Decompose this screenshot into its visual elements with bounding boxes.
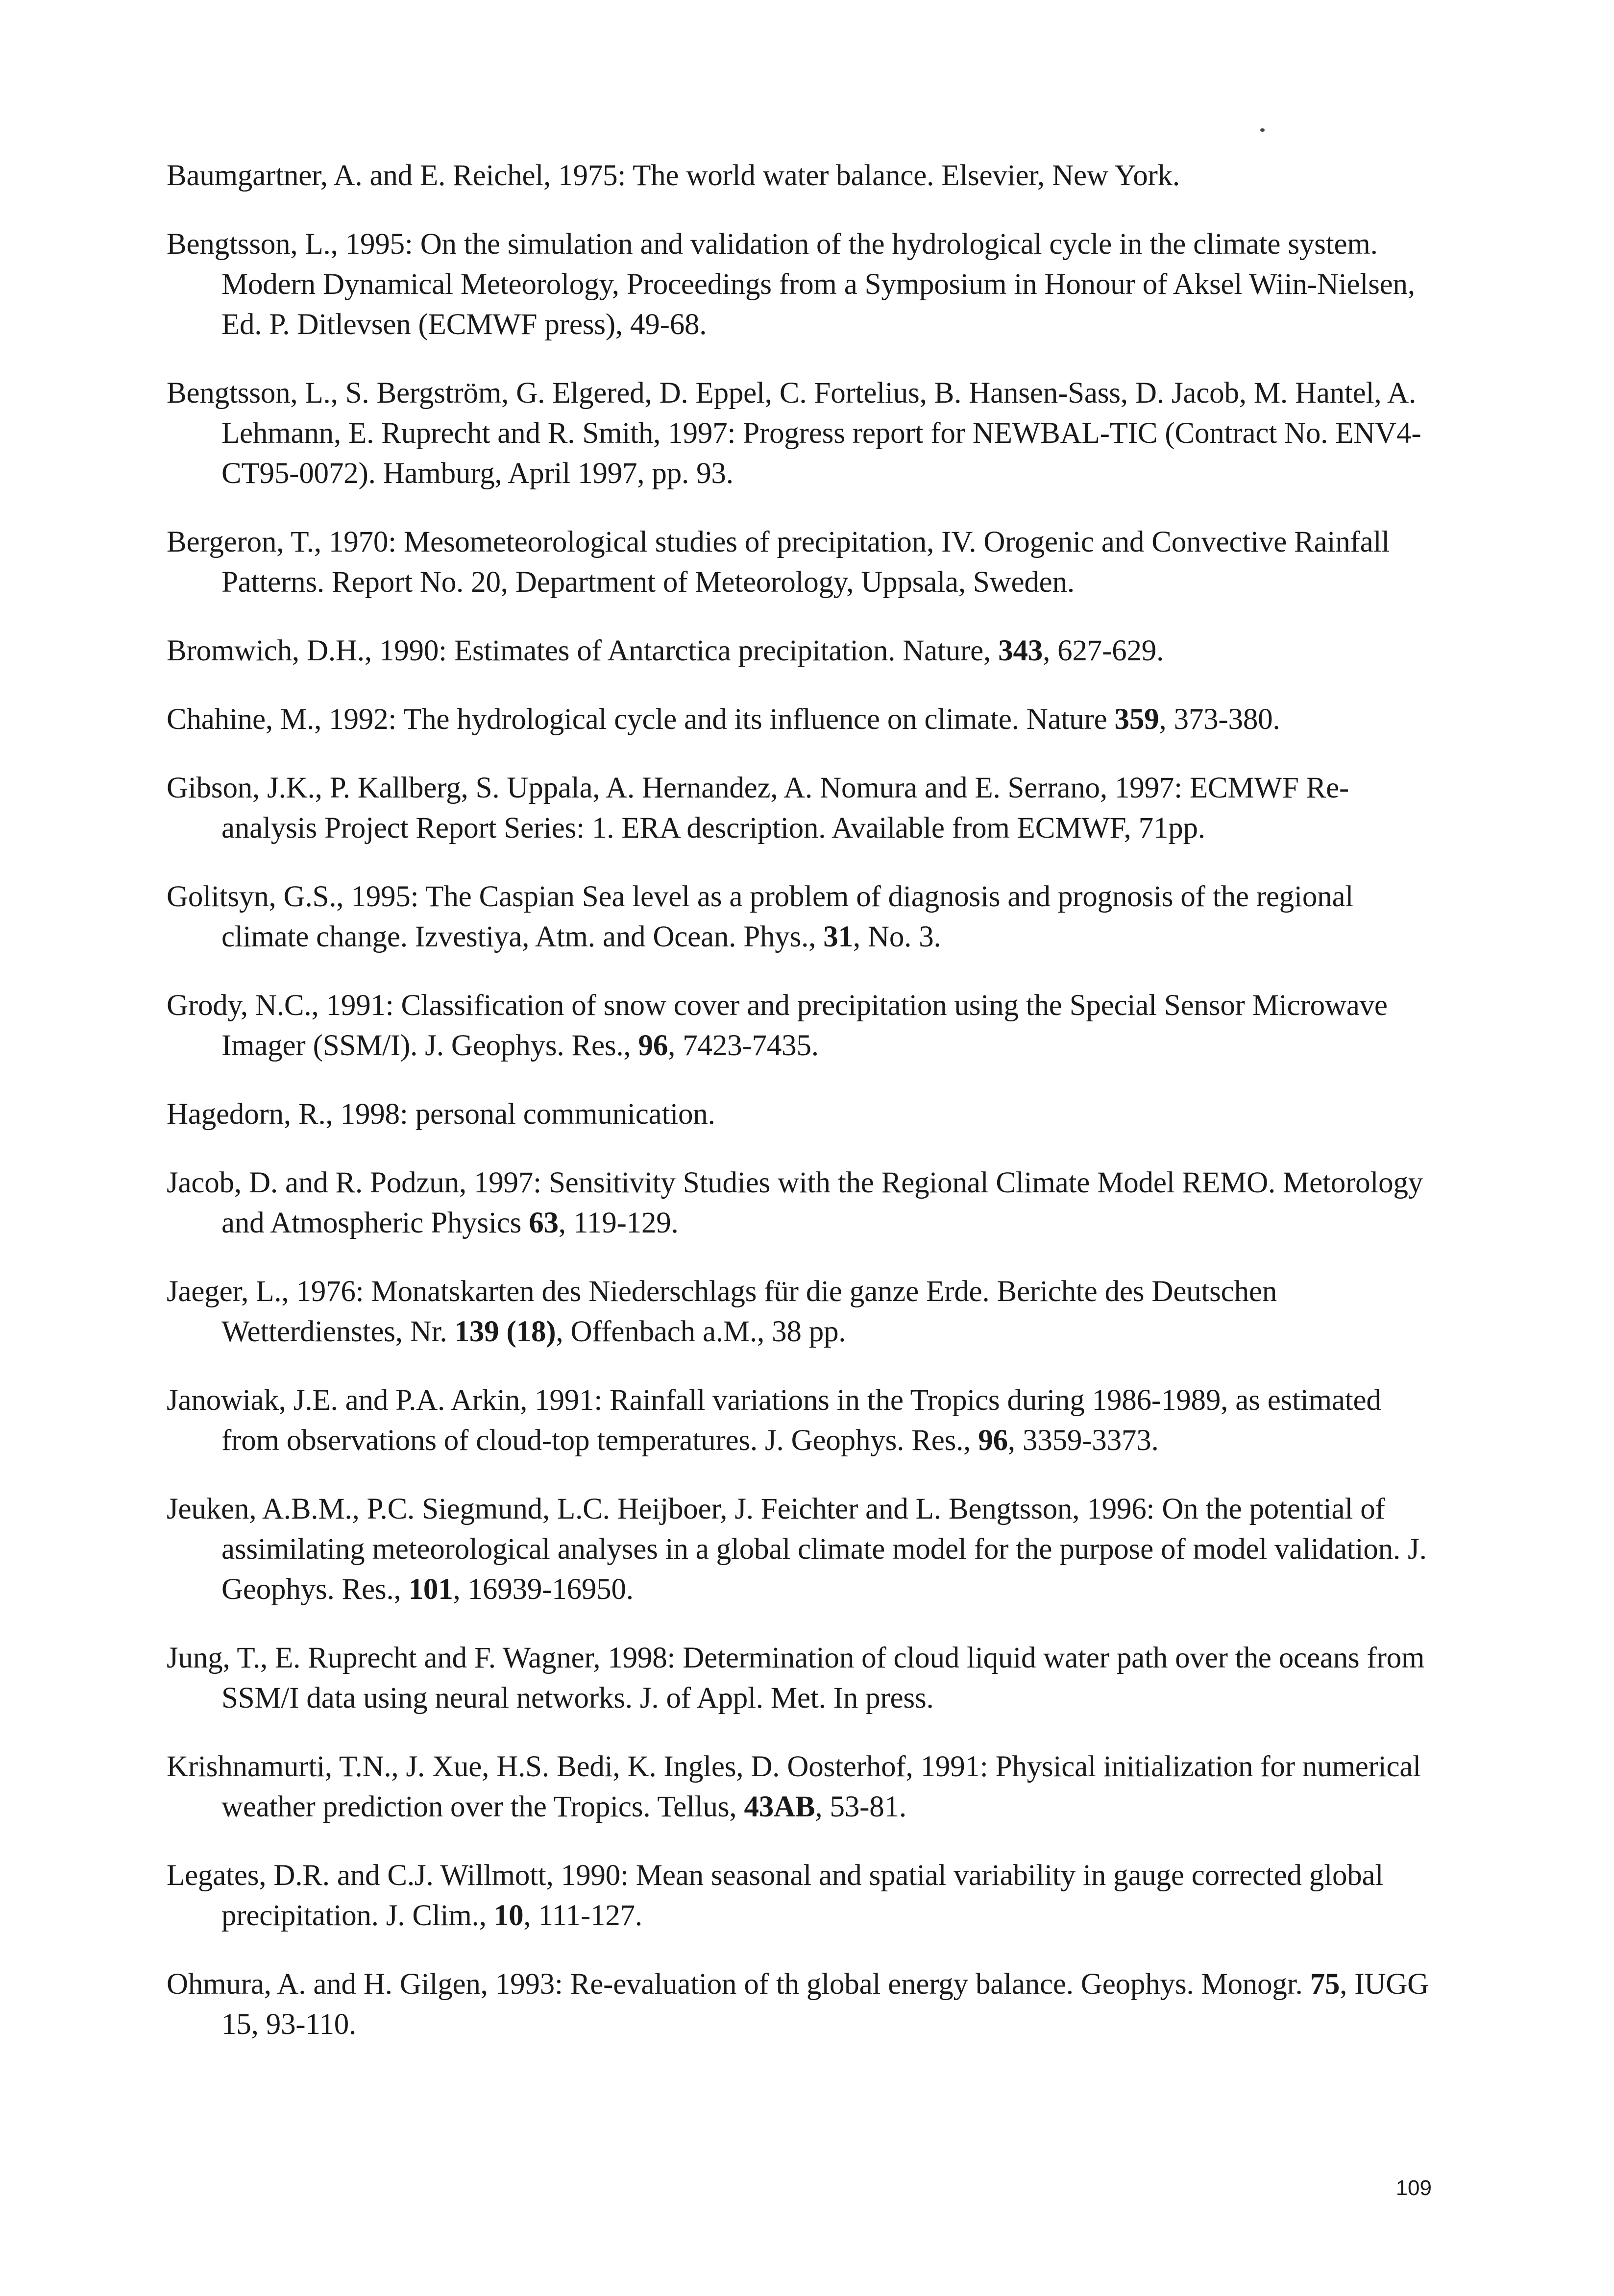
reference-entry	[167, 1747, 1431, 1827]
ref-volume: 96	[978, 1424, 1008, 1457]
ref-part: , 16939-16950.	[453, 1573, 634, 1606]
reference-entry	[167, 631, 1431, 671]
reference-entry	[167, 1094, 1431, 1135]
ref-part: Jacob, D. and R. Podzun, 1997: Sensitivity Studies with the Regional Climate Model REMO. Metorology and Atmospheric Physics	[167, 1166, 1423, 1239]
ref-part: Bengtsson, L., 1995: On the simulation and validation of the hydrological cycle in the climate system. Modern Dynamical Meteorology, Proceedings from a Symposium in Honour of Aksel Wiin-Nielsen, Ed. P. Ditlevsen (ECMWF press), 49-68.	[167, 228, 1415, 341]
reference-list	[167, 156, 1431, 2073]
ref-part: Ohmura, A. and H. Gilgen, 1993: Re-evaluation of th global energy balance. Geophys. Monogr.	[167, 1968, 1310, 2001]
ref-part: Bromwich, D.H., 1990: Estimates of Antarctica precipitation. Nature,	[167, 634, 999, 667]
reference-entry	[167, 1272, 1431, 1352]
reference-entry	[167, 1638, 1431, 1718]
reference-entry	[167, 700, 1431, 740]
ref-volume: 75	[1310, 1968, 1340, 2001]
ref-part: Bergeron, T., 1970: Mesometeorological studies of precipitation, IV. Orogenic and Convective Rainfall Patterns. Report No. 20, Department of Meteorology, Uppsala, Sweden.	[167, 526, 1390, 599]
ref-part: Jung, T., E. Ruprecht and F. Wagner, 1998: Determination of cloud liquid water path over the oceans from SSM/I data using neural networks. J. of Appl. Met. In press.	[167, 1642, 1425, 1715]
ref-volume: 43AB	[744, 1790, 815, 1823]
ref-part: , 119-129.	[558, 1207, 679, 1239]
ref-part: , 7423-7435.	[668, 1029, 819, 1062]
ref-part: , IUGG 15, 93-110.	[221, 1968, 1429, 2041]
ref-part: , 53-81.	[815, 1790, 906, 1823]
reference-entry	[167, 224, 1431, 345]
ref-part: , 111-127.	[523, 1899, 642, 1932]
ref-volume: 343	[998, 634, 1043, 667]
ref-part: Jeuken, A.B.M., P.C. Siegmund, L.C. Heijboer, J. Feichter and L. Bengtsson, 1996: On the potential of assimilating meteorological analyses in a global climate model for the purpose of model validation. J. Geophys. Res.,	[167, 1493, 1427, 1606]
ref-volume: 63	[529, 1207, 559, 1239]
reference-entry	[167, 156, 1431, 196]
reference-entry	[167, 1380, 1431, 1461]
ref-part: Janowiak, J.E. and P.A. Arkin, 1991: Rainfall variations in the Tropics during 1986-1989, as estimated from observations of cloud-top temperatures. J. Geophys. Res.,	[167, 1384, 1381, 1457]
page-number: 109	[1395, 2176, 1432, 2200]
reference-entry	[167, 1964, 1431, 2045]
reference-entry	[167, 1489, 1431, 1610]
ref-part: Gibson, J.K., P. Kallberg, S. Uppala, A. Hernandez, A. Nomura and E. Serrano, 1997: ECMWF Re-analysis Project Report Series: 1. ERA description. Available from ECMWF, 71pp.	[167, 772, 1349, 845]
ref-part: Chahine, M., 1992: The hydrological cycle and its influence on climate. Nature	[167, 703, 1115, 736]
ref-part: Baumgartner, A. and E. Reichel, 1975: The world water balance. Elsevier, New York.	[167, 159, 1180, 192]
ref-part: Golitsyn, G.S., 1995: The Caspian Sea level as a problem of diagnosis and prognosis of the regional climate change. Izvestiya, Atm. and Ocean. Phys.,	[167, 880, 1354, 953]
ref-part: , Offenbach a.M., 38 pp.	[556, 1315, 846, 1348]
ref-volume: 359	[1114, 703, 1159, 736]
scan-speck	[1260, 128, 1265, 132]
ref-part: , 627-629.	[1043, 634, 1164, 667]
reference-entry	[167, 877, 1431, 957]
ref-part: Grody, N.C., 1991: Classification of snow cover and precipitation using the Special Sensor Microwave Imager (SSM/I). J. Geophys. Res.,	[167, 989, 1388, 1062]
reference-entry	[167, 373, 1431, 494]
ref-part: , 373-380.	[1159, 703, 1280, 736]
reference-entry	[167, 1856, 1431, 1936]
ref-part: Jaeger, L., 1976: Monatskarten des Niederschlags für die ganze Erde. Berichte des Deutschen Wetterdienstes, Nr.	[167, 1275, 1277, 1348]
ref-part: Bengtsson, L., S. Bergström, G. Elgered, D. Eppel, C. Fortelius, B. Hansen-Sass, D. Jacob, M. Hantel, A. Lehmann, E. Ruprecht and R. Smith, 1997: Progress report for NEWBAL-TIC (Contract No. ENV4-CT95-0072). Hamburg, April 1997, pp. 93.	[167, 377, 1421, 490]
ref-volume: 101	[408, 1573, 453, 1606]
reference-entry	[167, 1163, 1431, 1243]
ref-volume: 31	[823, 920, 853, 953]
ref-part: , No. 3.	[853, 920, 941, 953]
ref-part: Hagedorn, R., 1998: personal communication.	[167, 1098, 715, 1131]
ref-volume: 139 (18)	[454, 1315, 556, 1348]
ref-volume: 96	[638, 1029, 668, 1062]
ref-part: , 3359-3373.	[1007, 1424, 1159, 1457]
ref-part: Legates, D.R. and C.J. Willmott, 1990: Mean seasonal and spatial variability in gauge corrected global precipitation. J. Clim.,	[167, 1859, 1384, 1932]
reference-entry	[167, 522, 1431, 603]
ref-volume: 10	[493, 1899, 524, 1932]
reference-entry	[167, 986, 1431, 1066]
ref-part: Krishnamurti, T.N., J. Xue, H.S. Bedi, K. Ingles, D. Oosterhof, 1991: Physical initialization for numerical weather prediction over the Tropics. Tellus,	[167, 1750, 1421, 1823]
reference-entry	[167, 768, 1431, 848]
